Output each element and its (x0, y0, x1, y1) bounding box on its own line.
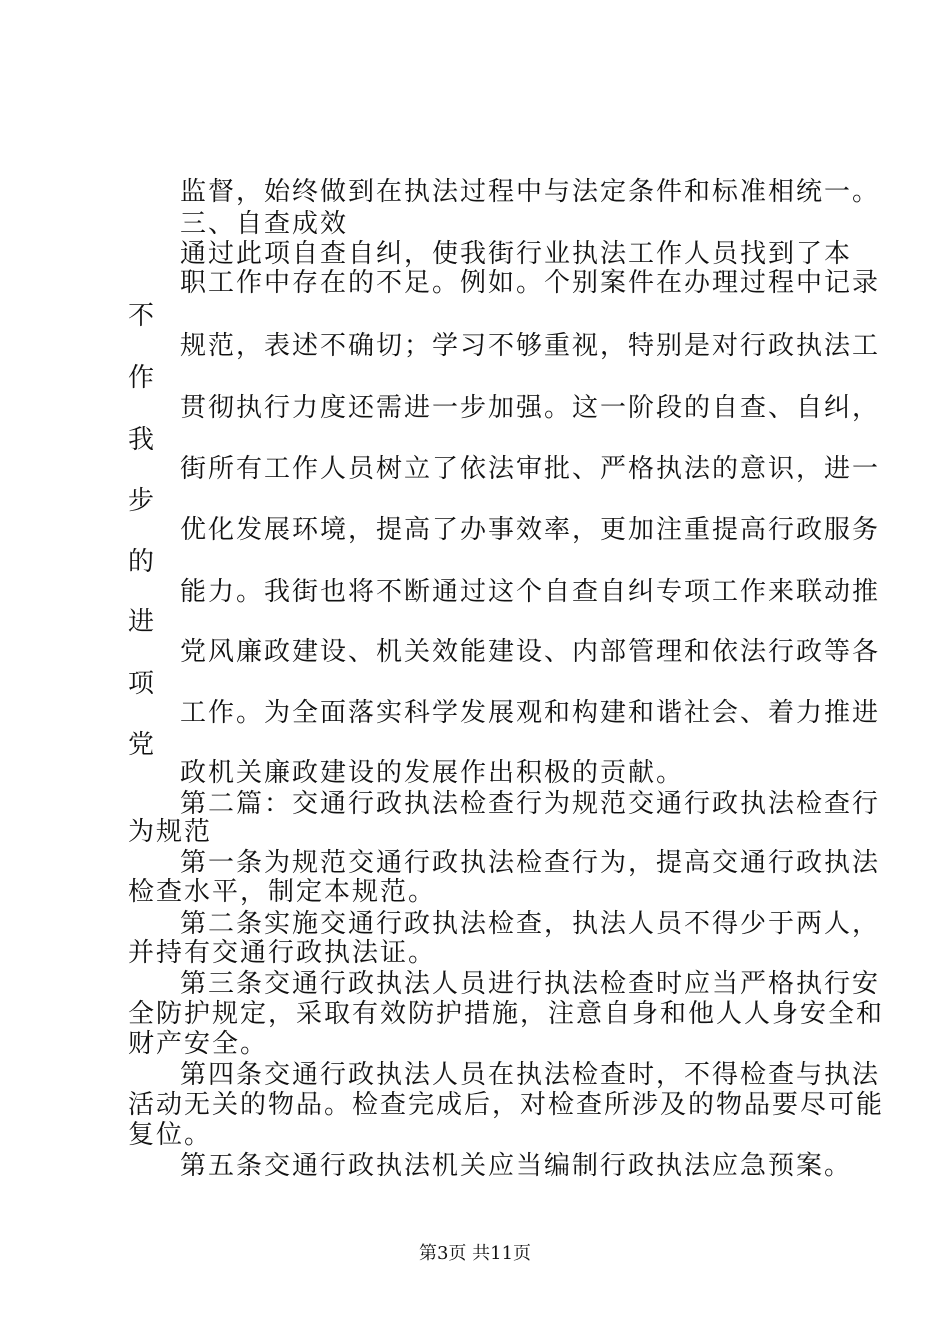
chapter-heading: 第二篇：交通行政执法检查行为规范交通行政执法检查行 (180, 789, 881, 819)
article-line: 并持有交通行政执法证。 (128, 938, 437, 968)
wrapped-char: 进 (128, 607, 157, 637)
wrapped-char: 项 (128, 669, 157, 699)
wrapped-char: 党 (128, 730, 157, 760)
paragraph-line: 党风廉政建设、机关效能建设、内部管理和依法行政等各 (180, 637, 881, 667)
article-line: 全防护规定，采取有效防护措施，注意自身和他人人身安全和 (128, 999, 885, 1029)
article-line: 复位。 (128, 1120, 213, 1150)
paragraph-line: 优化发展环境，提高了办事效率，更加注重提高行政服务 (180, 515, 881, 545)
paragraph-line: 街所有工作人员树立了依法审批、严格执法的意识，进一 (180, 454, 881, 484)
wrapped-char: 作 (128, 363, 157, 393)
paragraph-line: 工作。为全面落实科学发展观和构建和谐社会、着力推进 (180, 698, 881, 728)
article-line: 第一条为规范交通行政执法检查行为，提高交通行政执法 (180, 848, 881, 878)
article-line: 第三条交通行政执法人员进行执法检查时应当严格执行安 (180, 969, 881, 999)
wrapped-char: 步 (128, 486, 157, 516)
article-line: 活动无关的物品。检查完成后，对检查所涉及的物品要尽可能 (128, 1090, 885, 1120)
paragraph-line: 政机关廉政建设的发展作出积极的贡献。 (180, 758, 685, 788)
paragraph-line: 通过此项自查自纠，使我街行业执法工作人员找到了本 (180, 239, 853, 269)
paragraph-line: 能力。我街也将不断通过这个自查自纠专项工作来联动推 (180, 577, 881, 607)
section-heading: 三、自查成效 (180, 209, 349, 239)
page-number-footer: 第3页 共11页 (418, 1243, 532, 1264)
article-line: 第四条交通行政执法人员在执法检查时，不得检查与执法 (180, 1060, 881, 1090)
paragraph-line: 职工作中存在的不足。例如。个别案件在办理过程中记录 (180, 268, 881, 298)
wrapped-char: 不 (128, 301, 157, 331)
paragraph-line: 贯彻执行力度还需进一步加强。这一阶段的自查、自纠， (180, 393, 881, 423)
paragraph-line: 监督，始终做到在执法过程中与法定条件和标准相统一。 (180, 177, 881, 207)
article-line: 第五条交通行政执法机关应当编制行政执法应急预案。 (180, 1151, 853, 1181)
paragraph-line: 规范，表述不确切；学习不够重视，特别是对行政执法工 (180, 331, 881, 361)
article-line: 第二条实施交通行政执法检查，执法人员不得少于两人， (180, 909, 881, 939)
article-line: 检查水平，制定本规范。 (128, 877, 437, 907)
chapter-heading-continued: 为规范 (128, 817, 213, 847)
wrapped-char: 我 (128, 425, 157, 455)
article-line: 财产安全。 (128, 1029, 269, 1059)
wrapped-char: 的 (128, 547, 157, 577)
